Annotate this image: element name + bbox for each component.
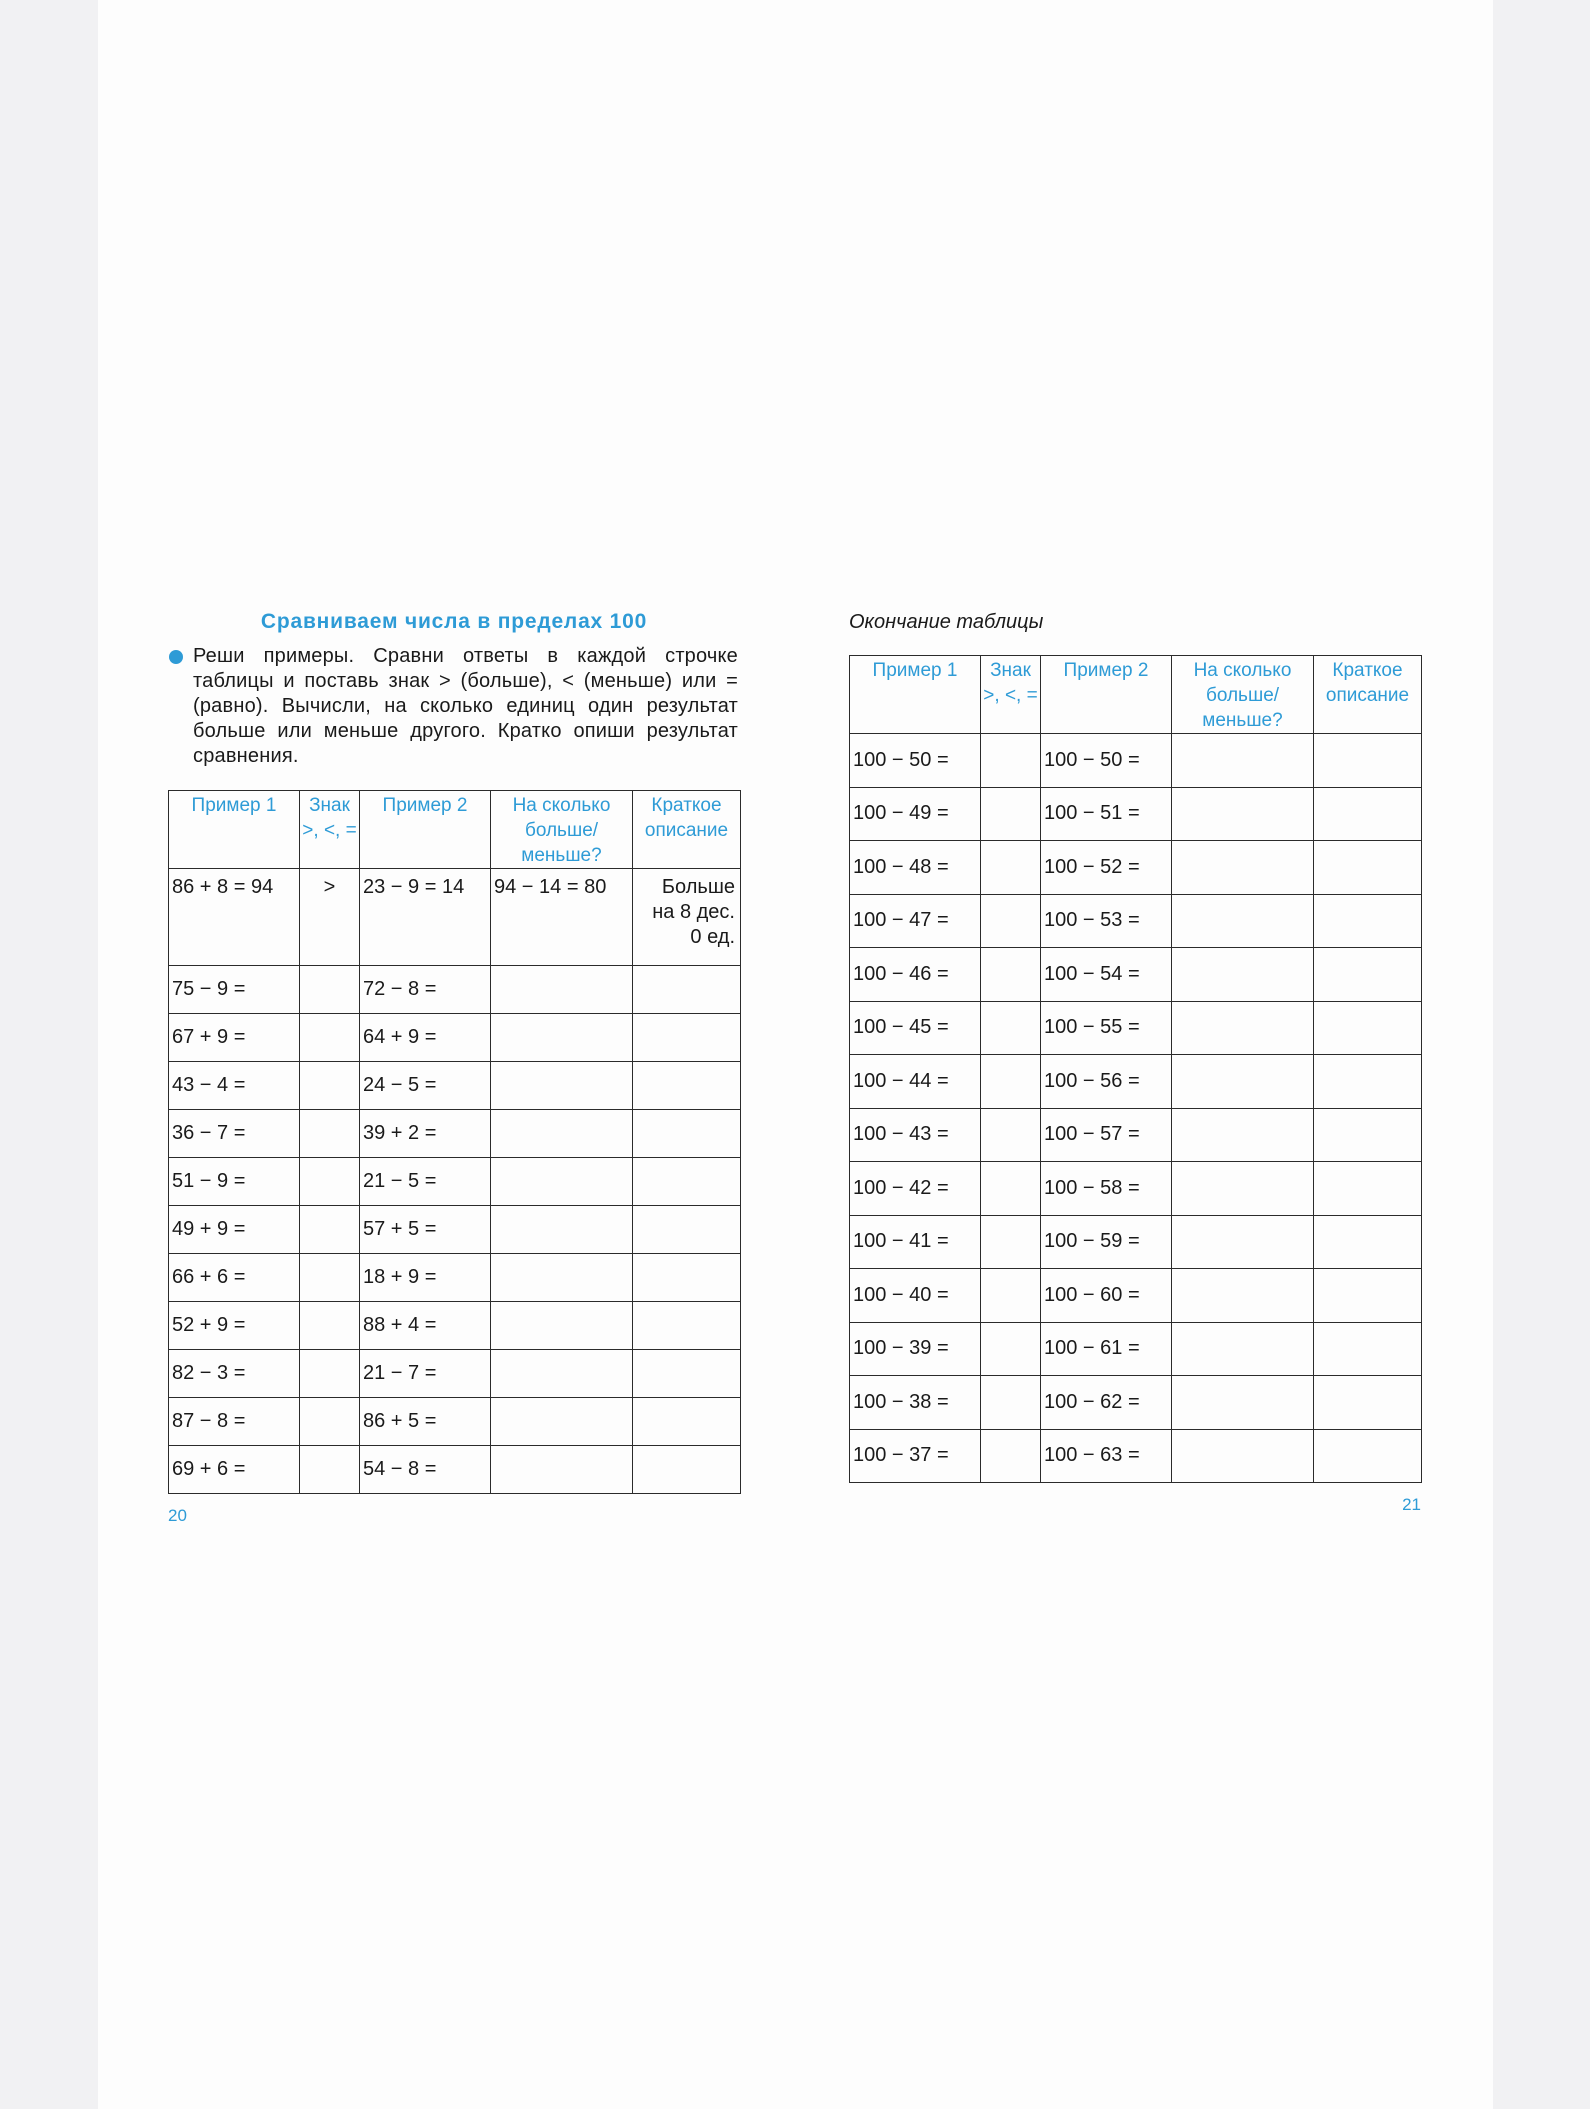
cell-example-2: 18 + 9 = [360,1254,491,1302]
cell-example-1: 100 − 38 = [850,1376,981,1430]
cell-example-1: 100 − 50 = [850,734,981,788]
cell-example-2: 88 + 4 = [360,1302,491,1350]
cell-sign[interactable] [981,787,1041,841]
cell-example-2: 21 − 5 = [360,1158,491,1206]
cell-description[interactable] [1314,734,1422,788]
cell-example-2: 100 − 50 = [1041,734,1172,788]
cell-sign[interactable] [300,1446,360,1494]
example-desc: Больше на 8 дес. 0 ед. [633,869,741,966]
cell-description[interactable] [1314,1215,1422,1269]
cell-difference[interactable] [491,1062,633,1110]
cell-sign[interactable] [981,841,1041,895]
cell-example-1: 100 − 44 = [850,1055,981,1109]
cell-description[interactable] [633,1158,741,1206]
table-row [169,1446,741,1494]
comparison-table [168,790,741,1494]
table-row [169,966,741,1014]
table-header-row [169,791,741,869]
bullet-icon [169,650,183,664]
cell-example-1: 100 − 47 = [850,894,981,948]
cell-example-2: 100 − 59 = [1041,1215,1172,1269]
cell-difference[interactable] [491,1446,633,1494]
cell-difference[interactable] [491,1350,633,1398]
cell-sign[interactable] [981,1055,1041,1109]
table-row [850,1429,1422,1483]
cell-sign[interactable] [981,1376,1041,1430]
cell-description[interactable] [1314,1429,1422,1483]
cell-example-1: 49 + 9 = [169,1206,300,1254]
cell-description[interactable] [1314,1269,1422,1323]
table-row [169,1206,741,1254]
header-description: Краткое описание [633,791,741,869]
cell-sign[interactable] [981,1001,1041,1055]
header-example-1: Пример 1 [169,791,300,869]
header-sign: Знак >, <, = [300,791,360,869]
cell-example-2: 24 − 5 = [360,1062,491,1110]
cell-difference[interactable] [1172,787,1314,841]
cell-example-1: 52 + 9 = [169,1302,300,1350]
table-row [169,1350,741,1398]
cell-difference[interactable] [491,1254,633,1302]
cell-example-1: 43 − 4 = [169,1062,300,1110]
cell-difference[interactable] [1172,1215,1314,1269]
cell-description[interactable] [633,1206,741,1254]
cell-difference[interactable] [1172,1108,1314,1162]
cell-difference[interactable] [1172,734,1314,788]
header-sign: Знак >, <, = [981,656,1041,734]
cell-description[interactable] [633,1062,741,1110]
cell-description[interactable] [633,1398,741,1446]
cell-description[interactable] [633,1302,741,1350]
cell-example-1: 100 − 45 = [850,1001,981,1055]
cell-example-1: 100 − 42 = [850,1162,981,1216]
cell-sign[interactable] [300,1158,360,1206]
cell-description[interactable] [1314,1055,1422,1109]
cell-example-2: 64 + 9 = [360,1014,491,1062]
cell-difference[interactable] [491,1398,633,1446]
cell-example-2: 39 + 2 = [360,1110,491,1158]
cell-sign[interactable] [300,1110,360,1158]
table-row [850,1269,1422,1323]
task-instruction [168,644,740,769]
cell-example-1: 100 − 40 = [850,1269,981,1323]
table-row [850,1108,1422,1162]
cell-difference[interactable] [491,1206,633,1254]
left-page [168,608,740,1526]
cell-difference[interactable] [1172,1322,1314,1376]
cell-description[interactable] [1314,948,1422,1002]
example-row [169,869,741,966]
cell-example-1: 100 − 37 = [850,1429,981,1483]
cell-sign[interactable] [300,1398,360,1446]
cell-example-1: 87 − 8 = [169,1398,300,1446]
cell-description[interactable] [1314,1108,1422,1162]
table-row [169,1110,741,1158]
cell-description[interactable] [1314,787,1422,841]
table-continuation-title: Окончание таблицы [849,611,1044,633]
cell-description[interactable] [1314,841,1422,895]
cell-example-1: 75 − 9 = [169,966,300,1014]
cell-description[interactable] [633,966,741,1014]
cell-example-1: 100 − 43 = [850,1108,981,1162]
cell-description[interactable] [1314,1162,1422,1216]
header-description: Краткое описание [1314,656,1422,734]
cell-sign[interactable] [981,1215,1041,1269]
cell-example-2: 100 − 51 = [1041,787,1172,841]
example-ex1: 86 + 8 = 94 [169,869,300,966]
table-row [850,1215,1422,1269]
cell-difference[interactable] [491,1110,633,1158]
cell-sign[interactable] [981,1108,1041,1162]
cell-sign[interactable] [981,1322,1041,1376]
cell-example-2: 100 − 58 = [1041,1162,1172,1216]
continuation-table [849,655,1422,1483]
cell-sign[interactable] [300,966,360,1014]
cell-example-2: 100 − 63 = [1041,1429,1172,1483]
cell-description[interactable] [633,1014,741,1062]
cell-difference[interactable] [1172,948,1314,1002]
cell-difference[interactable] [491,1014,633,1062]
table-row [169,1158,741,1206]
table-row [169,1302,741,1350]
header-example-2: Пример 2 [1041,656,1172,734]
cell-example-2: 54 − 8 = [360,1446,491,1494]
cell-example-1: 100 − 46 = [850,948,981,1002]
cell-example-2: 57 + 5 = [360,1206,491,1254]
page-title: Сравниваем числа в пределах 100 [260,610,648,633]
cell-sign[interactable] [300,1350,360,1398]
cell-example-1: 100 − 49 = [850,787,981,841]
header-example-1: Пример 1 [850,656,981,734]
cell-example-1: 69 + 6 = [169,1446,300,1494]
table-row [850,787,1422,841]
cell-sign[interactable] [981,1269,1041,1323]
cell-example-1: 100 − 39 = [850,1322,981,1376]
cell-example-2: 21 − 7 = [360,1350,491,1398]
table-row [850,1322,1422,1376]
cell-description[interactable] [1314,1322,1422,1376]
cell-example-2: 86 + 5 = [360,1398,491,1446]
cell-sign[interactable] [981,1429,1041,1483]
cell-example-2: 100 − 57 = [1041,1108,1172,1162]
header-difference: На сколько больше/ меньше? [491,791,633,869]
cell-example-1: 67 + 9 = [169,1014,300,1062]
page-number: 20 [168,1506,187,1525]
cell-description[interactable] [633,1350,741,1398]
cell-sign[interactable] [981,1162,1041,1216]
table-row [850,948,1422,1002]
cell-sign[interactable] [300,1062,360,1110]
cell-difference[interactable] [1172,841,1314,895]
cell-difference[interactable] [1172,1001,1314,1055]
cell-sign[interactable] [981,894,1041,948]
cell-sign[interactable] [300,1302,360,1350]
table-row [169,1398,741,1446]
example-sign: > [300,869,360,966]
cell-difference[interactable] [1172,1055,1314,1109]
cell-description[interactable] [1314,1001,1422,1055]
cell-example-2: 100 − 62 = [1041,1376,1172,1430]
cell-description[interactable] [1314,894,1422,948]
cell-example-2: 100 − 54 = [1041,948,1172,1002]
cell-example-1: 100 − 41 = [850,1215,981,1269]
cell-description[interactable] [1314,1376,1422,1430]
cell-example-1: 82 − 3 = [169,1350,300,1398]
cell-sign[interactable] [300,1206,360,1254]
task-text: Реши примеры. Сравни ответы в каждой строчке таблицы и поставь знак > (больше), < (меньше) или = (равно). Вычисли, на сколько единиц один результат больше или меньше другого. Кратко опиши результат сравнения. [193,645,738,767]
cell-difference[interactable] [491,1158,633,1206]
cell-example-1: 36 − 7 = [169,1110,300,1158]
cell-example-2: 72 − 8 = [360,966,491,1014]
cell-example-2: 100 − 52 = [1041,841,1172,895]
header-example-2: Пример 2 [360,791,491,869]
table-row [169,1014,741,1062]
cell-difference[interactable] [491,1302,633,1350]
table-row [850,841,1422,895]
table-row [169,1062,741,1110]
table-row [850,1376,1422,1430]
table-row [850,1055,1422,1109]
cell-description[interactable] [633,1110,741,1158]
cell-example-2: 100 − 55 = [1041,1001,1172,1055]
table-row [850,1162,1422,1216]
cell-example-1: 51 − 9 = [169,1158,300,1206]
cell-description[interactable] [633,1254,741,1302]
cell-example-1: 100 − 48 = [850,841,981,895]
cell-example-2: 100 − 60 = [1041,1269,1172,1323]
table-row [850,1001,1422,1055]
cell-difference[interactable] [1172,1376,1314,1430]
cell-sign[interactable] [300,1014,360,1062]
right-page [849,608,1421,1515]
cell-difference[interactable] [491,966,633,1014]
table-header-row [850,656,1422,734]
cell-difference[interactable] [1172,1269,1314,1323]
cell-sign[interactable] [981,948,1041,1002]
cell-example-2: 100 − 53 = [1041,894,1172,948]
cell-description[interactable] [633,1446,741,1494]
cell-difference[interactable] [1172,1429,1314,1483]
cell-example-2: 100 − 61 = [1041,1322,1172,1376]
table-row [850,894,1422,948]
table-row [169,1254,741,1302]
cell-example-1: 66 + 6 = [169,1254,300,1302]
cell-sign[interactable] [981,734,1041,788]
page-number: 21 [1402,1495,1421,1514]
cell-example-2: 100 − 56 = [1041,1055,1172,1109]
cell-sign[interactable] [300,1254,360,1302]
example-ex2: 23 − 9 = 14 [360,869,491,966]
cell-difference[interactable] [1172,1162,1314,1216]
header-difference: На сколько больше/ меньше? [1172,656,1314,734]
example-diff: 94 − 14 = 80 [491,869,633,966]
cell-difference[interactable] [1172,894,1314,948]
table-row [850,734,1422,788]
